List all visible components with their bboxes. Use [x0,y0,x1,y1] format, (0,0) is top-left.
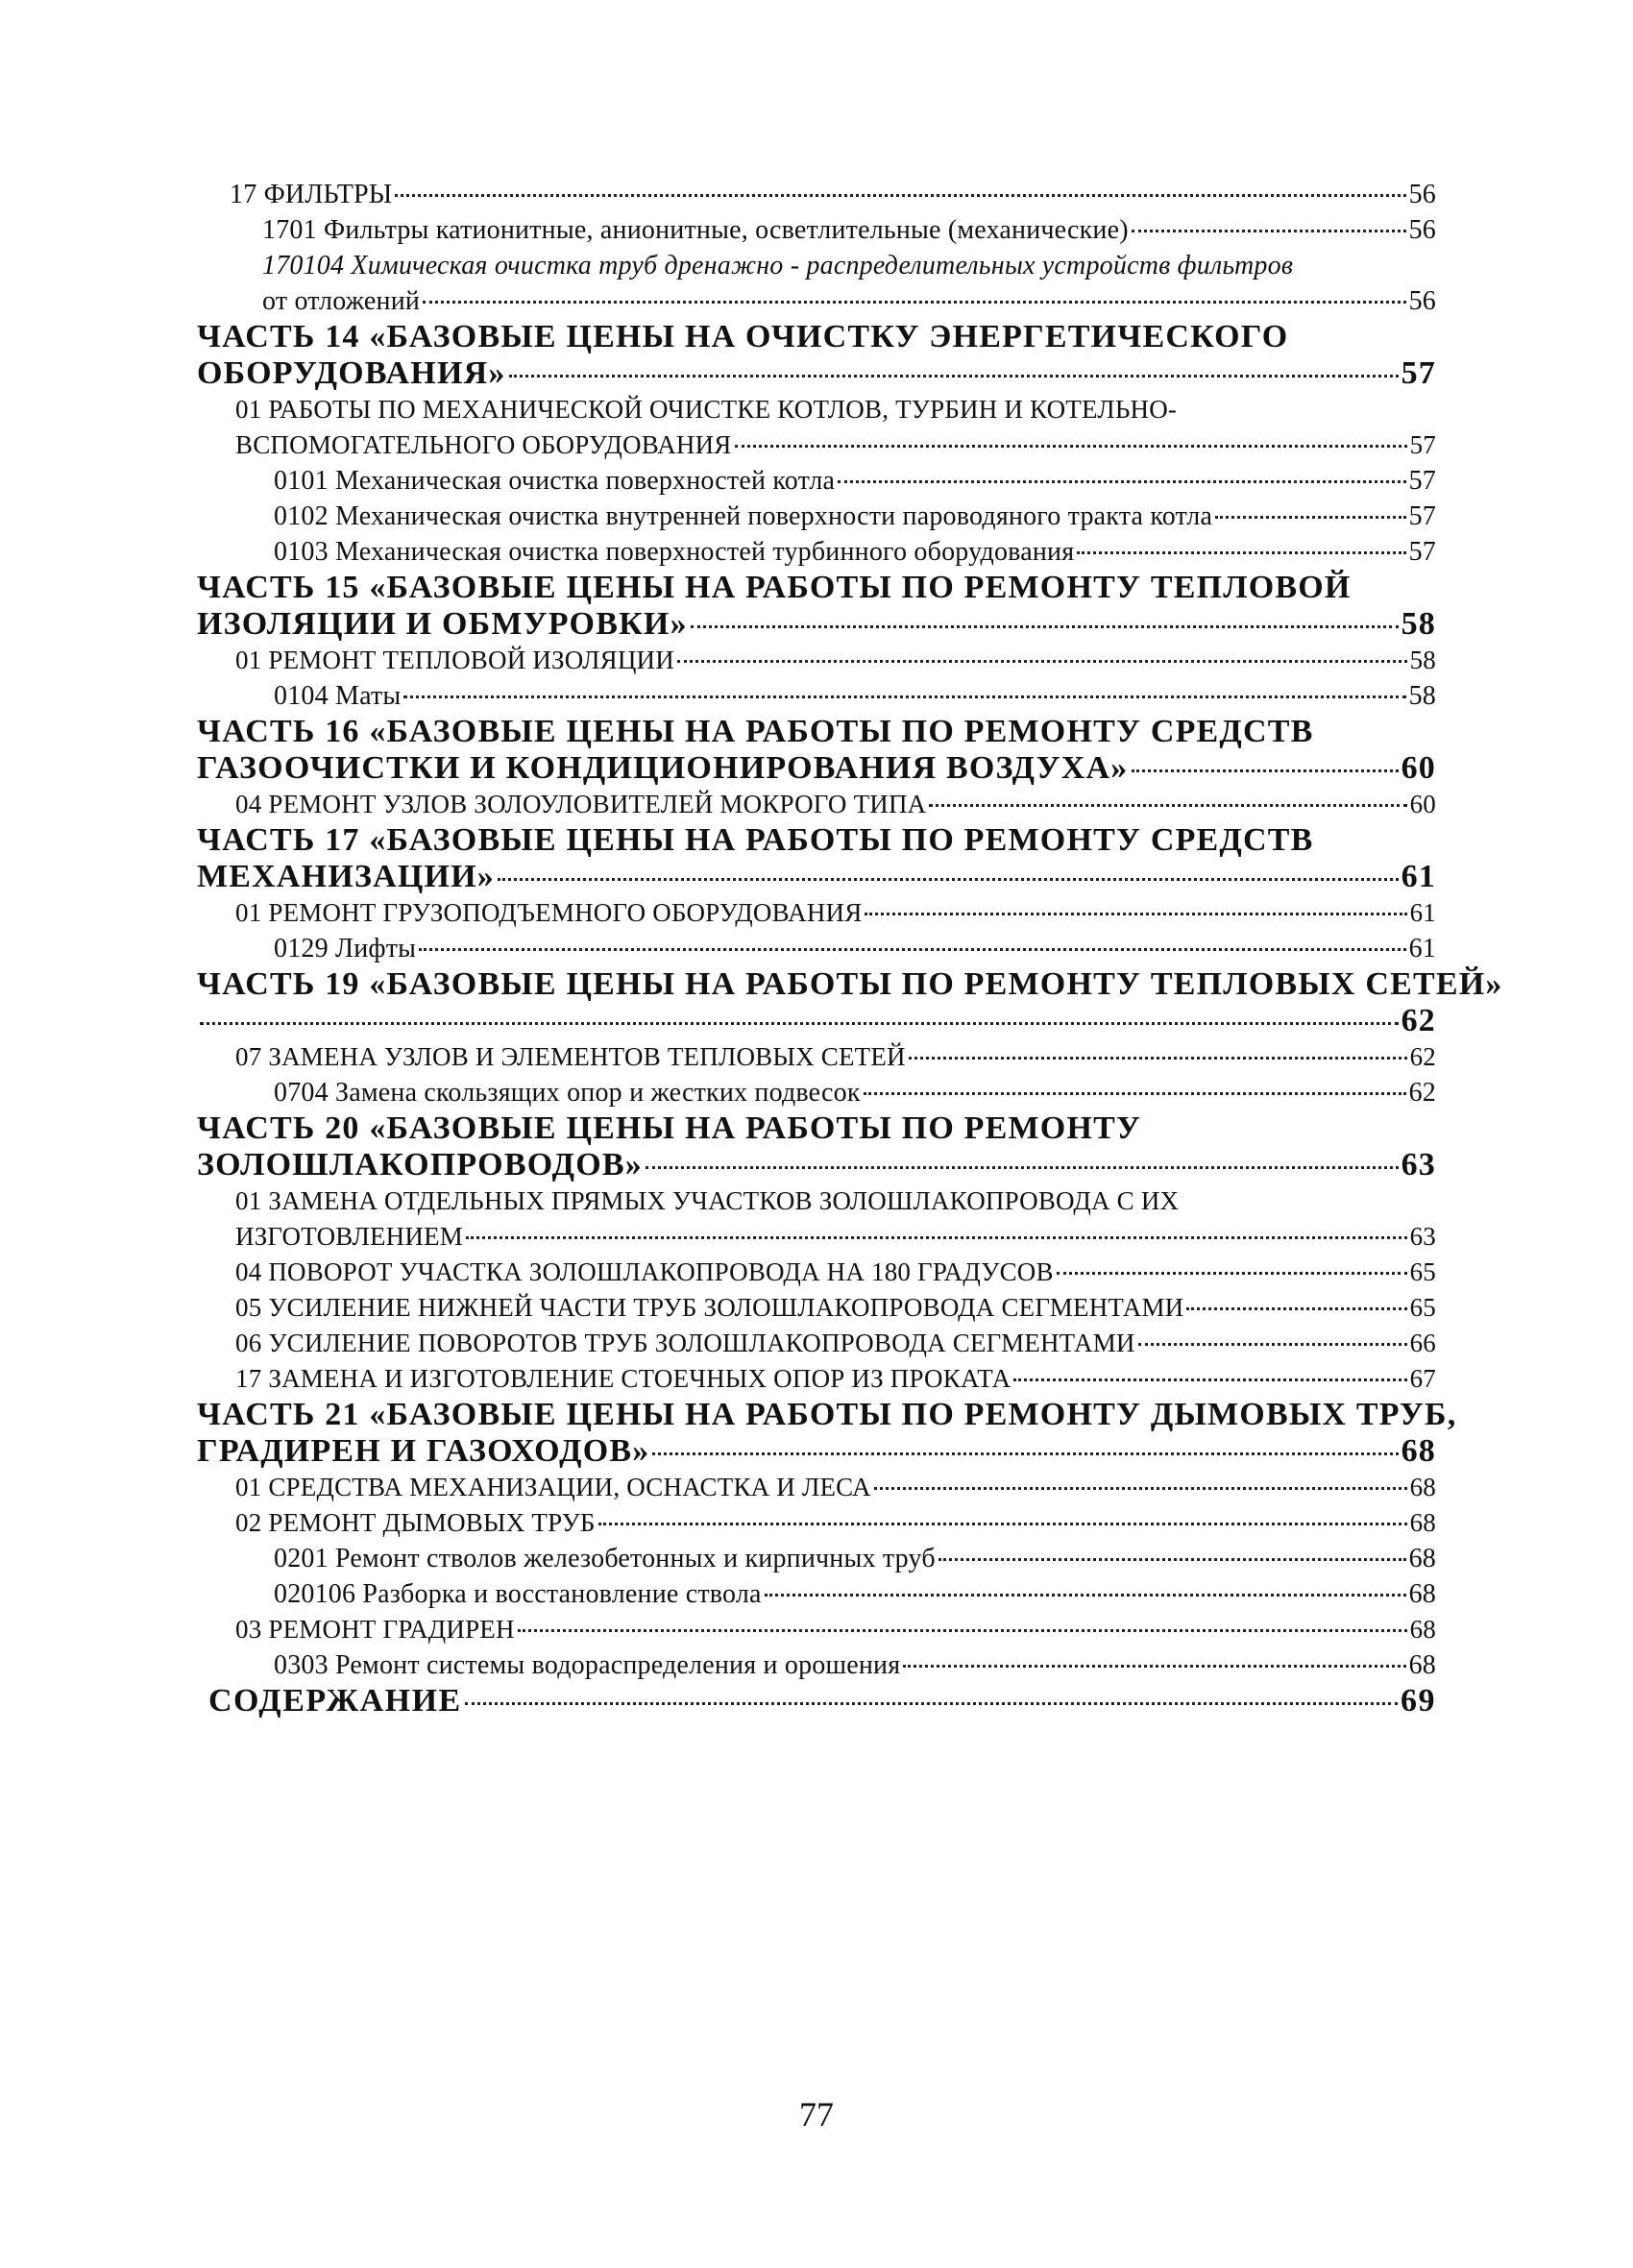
toc-entry-0101[interactable] [274,463,1436,499]
toc-entry-page: 67 [1409,1364,1436,1393]
toc-entry-title-line1: 01 РАБОТЫ ПО МЕХАНИЧЕСКОЙ ОЧИСТКЕ КОТЛОВ, ТУРБИН И КОТЕЛЬНО- [235,395,1178,424]
dot-leader [423,301,1406,304]
dot-leader [865,913,1406,915]
toc-entry-0704[interactable] [274,1075,1436,1110]
toc-entry-page: 66 [1409,1329,1436,1357]
toc-entry-page: 68 [1408,1544,1436,1573]
toc-entry-page: 56 [1408,180,1436,209]
toc-entry-section-17-support-replacement[interactable] [235,1361,1436,1397]
toc-entry-title: 0201 Ремонт стволов железобетонных и кирпичных труб [274,1544,936,1573]
toc-entry-0103[interactable] [274,534,1436,570]
toc-entry-page: 57 [1408,537,1436,567]
toc-entry-1701[interactable] [262,212,1436,248]
toc-entry-contents[interactable] [208,1683,1436,1719]
dot-leader [200,1022,1399,1025]
dot-leader [1215,516,1406,519]
toc-entry-title: 04 ПОВОРОТ УЧАСТКА ЗОЛОШЛАКОПРОВОДА НА 180 ГРАДУСОВ [235,1257,1054,1286]
toc-entry-title-line1: 01 ЗАМЕНА ОТДЕЛЬНЫХ ПРЯМЫХ УЧАСТКОВ ЗОЛОШЛАКОПРОВОДА С ИХ [235,1186,1180,1215]
dot-leader [1138,1343,1407,1346]
toc-entry-title: 05 УСИЛЕНИЕ НИЖНЕЙ ЧАСТИ ТРУБ ЗОЛОШЛАКОПРОВОДА СЕГМЕНТАМИ [235,1293,1184,1322]
toc-entry-page: 57 [1409,430,1436,459]
toc-entry-title: 0103 Механическая очистка поверхностей турбинного оборудования [274,537,1075,567]
toc-entry-title-line1: ЧАСТЬ 16 «БАЗОВЫЕ ЦЕНЫ НА РАБОТЫ ПО РЕМОНТУ СРЕДСТВ [197,714,1314,749]
dot-leader [403,695,1405,698]
toc-entry-page: 65 [1409,1293,1436,1322]
dot-leader [509,375,1399,378]
toc-entry-part-19[interactable] [197,966,1503,1039]
toc-entry-title-line1: ЧАСТЬ 20 «БАЗОВЫЕ ЦЕНЫ НА РАБОТЫ ПО РЕМОНТУ [197,1110,1142,1146]
toc-entry-title: ИЗОЛЯЦИИ И ОБМУРОВКИ» [197,606,688,642]
dot-leader [735,445,1407,448]
toc-entry-title: 02 РЕМОНТ ДЫМОВЫХ ТРУБ [235,1508,596,1537]
dot-leader [395,194,1405,197]
toc-entry-page: 63 [1401,1147,1436,1183]
dot-leader [466,1236,1407,1239]
toc-entry-page: 61 [1409,898,1436,927]
toc-entry-title: ЗОЛОШЛАКОПРОВОДОВ» [197,1147,643,1183]
dot-leader [652,1452,1398,1455]
table-of-contents [197,177,1503,1719]
toc-entry-page: 68 [1409,1508,1436,1537]
toc-entry-page: 62 [1408,1078,1436,1108]
page-number: 77 [799,2095,834,2134]
dot-leader [938,1558,1406,1561]
toc-entry-title-line1: ЧАСТЬ 14 «БАЗОВЫЕ ЦЕНЫ НА ОЧИСТКУ ЭНЕРГЕТИЧЕСКОГО [197,319,1289,354]
toc-entry-section-01-insulation-repair[interactable] [235,643,1436,678]
toc-entry-title-line1: 170104 Химическая очистка труб дренажно - распределительных устройств фильтров [262,251,1294,280]
toc-entry-title: 0102 Механическая очистка внутренней поверхности пароводяного тракта котла [274,501,1213,531]
dot-leader [874,1487,1407,1490]
dot-leader [1013,1378,1406,1381]
toc-entry-page: 58 [1409,646,1436,674]
toc-entry-page: 62 [1401,1003,1436,1038]
dot-leader [419,948,1405,951]
toc-entry-part-14[interactable] [197,319,1436,392]
toc-entry-section-17-filters[interactable] [230,177,1436,212]
toc-entry-title: 020106 Разборка и восстановление ствола [274,1579,762,1609]
toc-entry-part-15[interactable] [197,570,1436,643]
toc-entry-page: 58 [1401,606,1436,642]
toc-entry-page: 60 [1401,750,1436,786]
dot-leader [1132,769,1399,772]
toc-entry-title-line1: ЧАСТЬ 17 «БАЗОВЫЕ ЦЕНЫ НА РАБОТЫ ПО РЕМОНТУ СРЕДСТВ [197,822,1314,858]
dot-leader [1186,1307,1406,1310]
dot-leader [691,625,1399,628]
toc-entry-section-07-heat-network[interactable] [235,1039,1436,1075]
toc-entry-title: ОБОРУДОВАНИЯ» [197,355,506,391]
dot-leader [465,1702,1398,1705]
dot-leader [838,480,1405,483]
toc-entry-page: 62 [1409,1042,1436,1071]
toc-entry-page: 61 [1401,859,1436,894]
toc-entry-title: 17 ЗАМЕНА И ИЗГОТОВЛЕНИЕ СТОЕЧНЫХ ОПОР ИЗ ПРОКАТА [235,1364,1011,1393]
toc-entry-title-line1: ЧАСТЬ 15 «БАЗОВЫЕ ЦЕНЫ НА РАБОТЫ ПО РЕМОНТУ ТЕПЛОВОЙ [197,570,1352,605]
toc-entry-title: МЕХАНИЗАЦИИ» [197,859,496,894]
toc-entry-section-04-pipe-rotation[interactable] [235,1255,1436,1290]
toc-entry-page: 68 [1408,1650,1436,1680]
toc-entry-title: ГАЗООЧИСТКИ И КОНДИЦИОНИРОВАНИЯ ВОЗДУХА» [197,750,1129,786]
toc-entry-section-04-ash-collectors[interactable] [235,787,1436,822]
toc-entry-title: от отложений [262,286,421,316]
toc-entry-title: 07 ЗАМЕНА УЗЛОВ И ЭЛЕМЕНТОВ ТЕПЛОВЫХ СЕТЕЙ [235,1042,906,1071]
dot-leader [903,1665,1405,1668]
toc-entry-page: 63 [1409,1222,1436,1251]
toc-entry-section-02-chimney-repair[interactable] [235,1505,1436,1541]
toc-entry-page: 56 [1408,286,1436,316]
toc-entry-page: 57 [1401,355,1436,391]
toc-entry-title: ВСПОМОГАТЕЛЬНОГО ОБОРУДОВАНИЯ [235,430,732,459]
dot-leader [598,1523,1407,1525]
toc-entry-title: СОДЕРЖАНИЕ [208,1683,462,1719]
toc-entry-section-01-lifting-equipment[interactable] [235,895,1436,931]
dot-leader [864,1092,1406,1095]
toc-entry-0102[interactable] [274,499,1436,534]
toc-entry-part-17[interactable] [197,822,1436,895]
toc-entry-title: 17 ФИЛЬТРЫ [230,180,393,209]
dot-leader [1057,1272,1407,1275]
toc-entry-page: 68 [1409,1615,1436,1644]
dot-leader [677,660,1407,663]
toc-entry-section-01-pipe-replacement[interactable] [235,1183,1436,1255]
toc-entry-title: 04 РЕМОНТ УЗЛОВ ЗОЛОУЛОВИТЕЛЕЙ МОКРОГО ТИПА [235,790,927,818]
dot-leader [646,1166,1399,1169]
toc-entry-page: 68 [1408,1579,1436,1609]
toc-entry-0104[interactable] [274,678,1436,714]
toc-entry-0129[interactable] [274,931,1436,966]
toc-entry-section-06-bend-reinforcement[interactable] [235,1326,1436,1361]
toc-entry-title: 0303 Ремонт системы водораспределения и орошения [274,1650,901,1680]
toc-entry-title-line1: ЧАСТЬ 19 «БАЗОВЫЕ ЦЕНЫ НА РАБОТЫ ПО РЕМОНТУ ТЕПЛОВЫХ СЕТЕЙ» [197,966,1503,1002]
toc-entry-title: 0704 Замена скользящих опор и жестких подвесок [274,1078,861,1108]
toc-entry-page: 65 [1409,1257,1436,1286]
toc-entry-0303[interactable] [274,1647,1436,1683]
toc-entry-page: 68 [1401,1433,1436,1469]
toc-entry-page: 60 [1409,790,1436,818]
toc-entry-page: 57 [1408,466,1436,496]
toc-entry-0201[interactable] [274,1541,1436,1576]
toc-entry-page: 61 [1408,934,1436,963]
toc-entry-title: 01 РЕМОНТ ТЕПЛОВОЙ ИЗОЛЯЦИИ [235,646,674,674]
toc-entry-page: 57 [1408,501,1436,531]
toc-entry-page: 56 [1408,215,1436,245]
toc-entry-title: 03 РЕМОНТ ГРАДИРЕН [235,1615,515,1644]
dot-leader [1077,551,1405,554]
dot-leader [498,878,1399,881]
toc-entry-title: 06 УСИЛЕНИЕ ПОВОРОТОВ ТРУБ ЗОЛОШЛАКОПРОВОДА СЕГМЕНТАМИ [235,1329,1135,1357]
toc-entry-section-05-lower-reinforcement[interactable] [235,1290,1436,1326]
toc-entry-section-01-mechanical-cleaning[interactable] [235,392,1436,463]
dot-leader [1132,230,1406,232]
toc-entry-title: 0101 Механическая очистка поверхностей котла [274,466,836,496]
toc-entry-title: 01 СРЕДСТВА МЕХАНИЗАЦИИ, ОСНАСТКА И ЛЕСА [235,1473,871,1501]
toc-entry-section-03-cooling-towers[interactable] [235,1612,1436,1647]
toc-entry-part-21[interactable] [197,1397,1457,1470]
toc-entry-section-01-mechanization[interactable] [235,1470,1436,1505]
toc-entry-title: ГРАДИРЕН И ГАЗОХОДОВ» [197,1433,650,1469]
dot-leader [909,1057,1407,1060]
toc-entry-page: 68 [1409,1473,1436,1501]
dot-leader [929,804,1406,807]
dot-leader [765,1594,1406,1597]
toc-entry-page: 69 [1401,1683,1436,1719]
toc-entry-part-20[interactable] [197,1110,1436,1183]
toc-entry-020106[interactable] [274,1576,1436,1612]
toc-entry-title: 0129 Лифты [274,934,417,963]
toc-entry-title-line1: ЧАСТЬ 21 «БАЗОВЫЕ ЦЕНЫ НА РАБОТЫ ПО РЕМОНТУ ДЫМОВЫХ ТРУБ, [197,1397,1457,1432]
toc-entry-part-16[interactable] [197,714,1436,787]
dot-leader [518,1629,1407,1632]
toc-entry-title: ИЗГОТОВЛЕНИЕМ [235,1222,463,1251]
toc-entry-title: 0104 Маты [274,681,402,711]
toc-entry-page: 58 [1408,681,1436,711]
toc-entry-title: 1701 Фильтры катионитные, анионитные, осветлительные (механические) [262,215,1129,245]
toc-entry-title: 01 РЕМОНТ ГРУЗОПОДЪЕМНОГО ОБОРУДОВАНИЯ [235,898,863,927]
toc-entry-170104[interactable] [262,248,1436,319]
